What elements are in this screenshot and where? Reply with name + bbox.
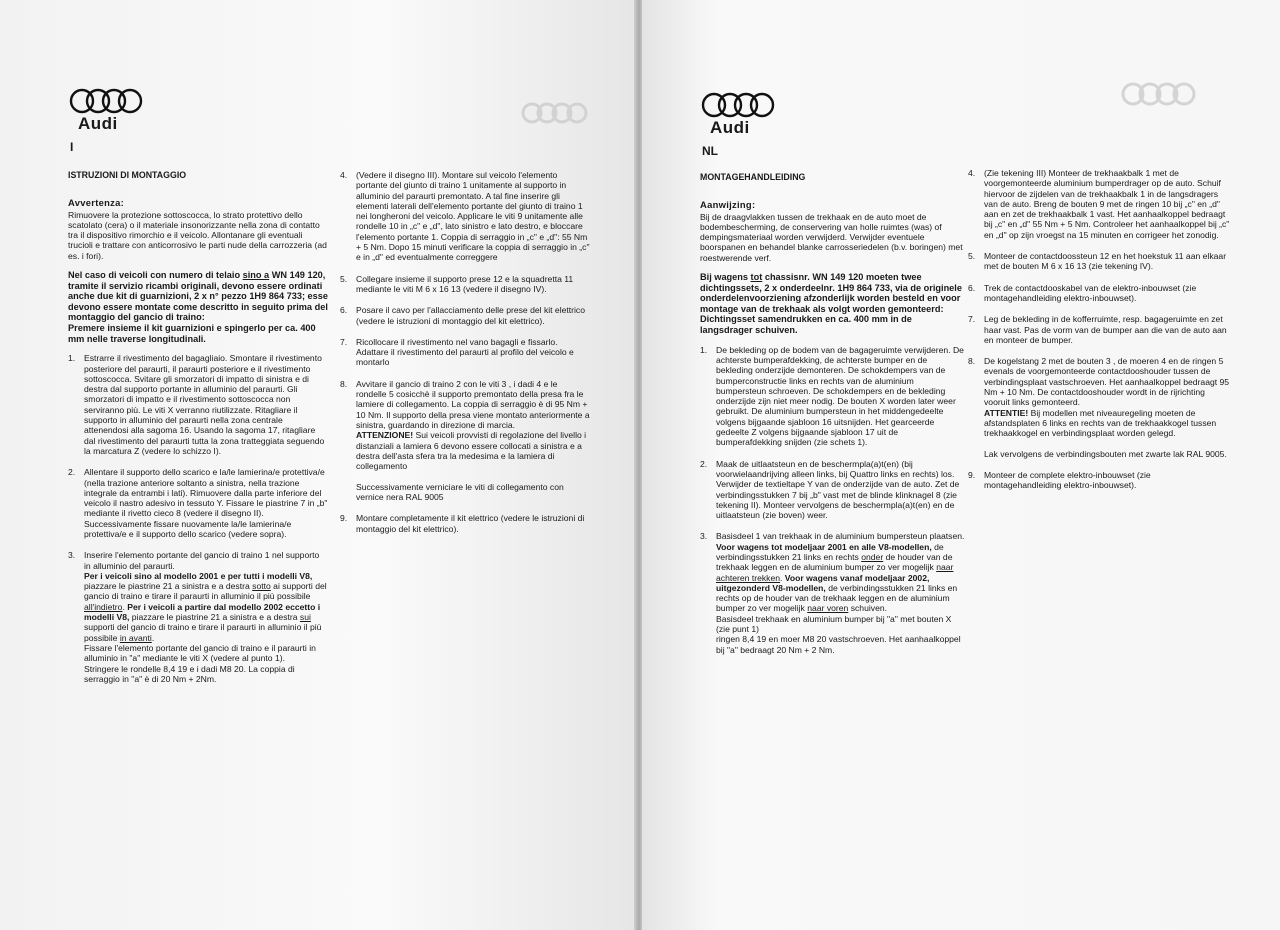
step-5: 5. Collegare insieme il supporto prese 12 e la squadretta 11 mediante le viti M 6 x 16 13 (vedere il disegno IV). — [340, 273, 574, 294]
step-6: 6. Posare il cavo per l'allacciamento delle prese del kit elettrico (vedere le istruzioni di montaggio del kit elettrico). — [340, 305, 586, 326]
warning-text: Bij de draagvlakken tussen de trekhaak en de auto moet de bodembescherming, de conservering van holle ruimtes (was) of dempingsmateriaal worden verwijderd. Verwijder eventuele boorspanen en behandel blanke carrosseriedelen (b.v. boringen) met roestwerende verf. — [700, 211, 963, 263]
step-4: 4. (Vedere il disegno III). Montare sul veicolo l'elemento portante del giunto di traino 1 unitamente al supporto in alluminio del paraurti premontato. A tal fine inserire gli elementi laterali dell'elemento portante del giunto di traino 1 nei longheroni del veicolo. Applicare le viti 9 unitamente alle rondelle 10 in „c" e „d", lato sinistro e lato destro, e bloccare l'elemento portante 1. Coppia di serraggio in „c" e „d": 55 Nm + 5 Nm. Dopo 15 minuti verificare la coppia di serraggio in „c" e in „d" ed eventualmente correggere — [340, 170, 590, 263]
warning-text: Rimuovere la protezione sottoscocca, lo strato protettivo dello scatolato (cera) o il materiale insonorizzante nella zona di contatto tra il dispositivo rimorchio e il veicolo. Allontanare gli eventuali trucioli e trattare con anticorrosivo le parti nude della carrozzeria (ad es. i fori). — [68, 209, 327, 261]
document-title: ISTRUZIONI DI MONTAGGIO — [68, 170, 187, 180]
warning-heading: Aanwijzing: — [700, 199, 756, 211]
show-through-logo — [520, 100, 590, 131]
step-5: 5. Monteer de contactdoossteun 12 en het hoekstuk 11 aan elkaar met de bouten M 6 x 16 13 (zie tekening IV). — [968, 251, 1227, 272]
show-through-logo — [1120, 80, 1200, 113]
chassis-note: Bij wagens tot chassisnr. WN 149 120 moeten twee dichtingssets, 2 x onderdeelnr. 1H9 864 733, via de originele onderdelenvoorziening afzonderlijk worden besteld en voor montage van de trekhaak als volgt worden gemonteerd: Dichtingsset samendrukken en ca. 400 mm in de langsdrager schuiven. — [700, 272, 962, 336]
step-6: 6. Trek de contactdooskabel van de elektro-inbouwset (zie montagehandleiding elektro-inbouwset). — [968, 282, 1197, 303]
chassis-note: Nel caso di veicoli con numero di telaio sino a WN 149 120, tramite il servizio ricambi originali, devono essere ordinati anche due kit di guarnizioni, 2 x n° pezzo 1H9 864 733; esse devono essere montate come descritto in seguito prima del montaggio del gancio di traino: Premere insieme il kit guarnizioni e spingerlo per ca. 400 mm nelle traverse longitudinali. — [68, 270, 328, 344]
left-column-1 — [68, 170, 328, 695]
step-2: 2. Allentare il supporto dello scarico e la/le lamierina/e protettiva/e (nella trazione anteriore soltanto a sinistra, nella trazione integrale da entrambi i lati). Rimuovere dalla parte inferiore del veicolo il nastro adesivo in tessuto Y. Fissare le piastrine 7 in „b" mediante il rivetto cieco 8 (vedere il disegno II). Successivamente fissare nuovamente la/le lamierina/e protettiva/e e il supporto dello scarico (vedere sopra). — [68, 467, 328, 539]
step-1: 1. De bekleding op de bodem van de bagageruimte verwijderen. De achterste bumperafdekking, de achterste bumper en de bekleding onderzijde demonteren. De schokdempers van de bumperconstructie links en rechts van de aluminium bumpersteun schroeven. De schokdempers en de bekleding onderzijde zijn niet meer nodig. De bouten X worden later weer gebruikt. De aluminium bumpersteun in het middengedeelte volgens bijgaande sjabloon 16 uitsnijden. Het gearceerde gedeelte Z volgens bijgaande sjabloon 17 uit de bumperafdekking snijden (zie schets 1). — [700, 344, 964, 448]
left-column-2 — [340, 170, 590, 545]
audi-wordmark: Audi — [78, 114, 118, 133]
step-8: 8. De kogelstang 2 met de bouten 3 , de moeren 4 en de ringen 5 evenals de voorgemonteerde contactdooshouder tussen de verbindingsplaat vastschroeven. Het aanhaalkoppel bedraagt 95 Nm + 10 Nm. De contactdooshouder wordt in de rijrichting vooruit links gemonteerd. ATTENTIE! Bij modellen met niveauregeling moeten de afstandsplaten 6 links en rechts van de trekhaakkogel tussen trekhaakkogel en verbindingsplaat worden gelegd. Lak vervolgens de verbindingsbouten met zwarte lak RAL 9005. — [968, 356, 1230, 459]
step-3: 3. Inserire l'elemento portante del gancio di traino 1 nel supporto in alluminio del paraurti. Per i veicoli sino al modello 2001 e per tutti i modelli V8, piazzare le piastrine 21 a sinistra e a destra sotto ai supporti del gancio di traino e tirare il paraurti in alluminio il più possibile all'indietro. Per i veicoli a partire dal modello 2002 eccetto i modelli V8, piazzare le piastrine 21 a sinistra e a destra sui supporti del gancio di traino e tirare il paraurti in alluminio il più possibile in avanti. Fissare l'elemento portante del gancio di traino e il paraurti in alluminio in "a" mediante le viti X (vedere al punto 1). Stringere le rondelle 8,4 19 e i dadi M8 20. La coppia di serraggio in "a" è di 20 Nm + 2Nm. — [68, 550, 327, 684]
step-7: 7. Leg de bekleding in de kofferruimte, resp. bagageruimte en zet haar vast. Pas de vorm van de bumper aan die van de auto aan en monteer de bumper. — [968, 314, 1227, 345]
step-1: 1. Estrarre il rivestimento del bagagliaio. Smontare il rivestimento posteriore del paraurti, il paraurti posteriore e il rivestimento sottoscocca. Svitare gli smorzatori di impatto di sinistra e di destra dal supporto portante in alluminio del paraurti. Gli smorzatori di impatto e il rivestimento sottoscocca non serviranno più. Le viti X verranno riutilizzate. Ritagliare il supporto in alluminio del paraurti nella zona centrale attenendosi alla sagoma 16. Usando la sagoma 17, ritagliare dal rivestimento del paraurti tutta la zona tratteggiata seguendo la marcatura Z (vedere lo schizzo I). — [68, 353, 325, 456]
step-3: 3. Basisdeel 1 van trekhaak in de aluminium bumpersteun plaatsen. Voor wagens tot modeljaar 2001 en alle V8-modellen, de verbindingsstukken 21 links en rechts onder de houder van de trekhaak leggen en de aluminium bumper zo ver mogelijk naar achteren trekken. Voor wagens vanaf modeljaar 2002, uitgezonderd V8-modellen, de verbindingsstukken 21 links en rechts op de houder van de trekhaak leggen en de aluminium bumper zo ver mogelijk naar voren schuiven. Basisdeel trekhaak en aluminium bumper bij "a" met bouten X (zie punt 1) ringen 8,4 19 en moer M8 20 vastschroeven. Het aanhaalkoppel bij "a" bedraagt 20 Nm + 2 Nm. — [700, 531, 965, 655]
language-code: NL — [702, 144, 718, 158]
right-column-2 — [968, 168, 1230, 502]
step-4: 4. (Zie tekening III) Monteer de trekhaakbalk 1 met de voorgemonteerde aluminium bumperdrager op de auto. Schuif hiervoor de zijdelen van de trekhaakbalk 1 in de langsdragers van de auto. Breng de bouten 9 met de ringen 10 bij „c" en „d" aan en zet de trekhaakbalk 1 vast. Het aanhaalkoppel bedraagt bij „c" en „d" 55 Nm + 5 Nm. Controleer het aanhaalkoppel bij „c" en „d" op zijn vroegst na 15 minuten en corrigeer het zonodig. — [968, 168, 1230, 240]
audi-wordmark: Audi — [710, 118, 750, 137]
page-left-italian — [0, 0, 636, 930]
audi-logo — [700, 90, 778, 138]
page-right-dutch — [642, 0, 1280, 930]
audi-logo — [68, 86, 146, 134]
document-title: MONTAGEHANDLEIDING — [700, 172, 806, 182]
step-7: 7. Ricollocare il rivestimento nel vano bagagli e fissarlo. Adattare il rivestimento del paraurti al profilo del veicolo e montarlo — [340, 336, 574, 368]
right-column-1 — [700, 172, 966, 666]
step-8: 8. Avvitare il gancio di traino 2 con le viti 3 , i dadi 4 e le rondelle 5 cosicchè il supporto premontato della presa fra le lamiere di collegamento. La coppia di serraggio è di 95 Nm + 10 Nm. Il supporto della presa viene montato anteriormente a sinistra, guardando in direzione di marcia. ATTENZIONE! Sui veicoli provvisti di regolazione del livello i distanziali a lamiera 6 devono essere collocati a sinistra e a destra dell'asta sfera tra la medesima e la lamiera di collegamento Successivamente verniciare le viti di collegamento con vernice nera RAL 9005 — [340, 378, 590, 503]
step-9: 9. Montare completamente il kit elettrico (vedere le istruzioni di montaggio del kit elettrico). — [340, 513, 585, 534]
step-2: 2. Maak de uitlaatsteun en de beschermpla(a)t(en) (bij voorwielaandrijving alleen links, bij Quattro links en rechts) los. Verwijder de textieltape Y van de onderzijde van de auto. Zet de verbindingsstukken 7 bij „b" vast met de blinde klinknagel 8 (zie tekening II). Monteer vervolgens de beschermpla(a)t(en) en de uitlaatsteun (zie boven) weer. — [700, 458, 960, 521]
step-9: 9. Monteer de complete elektro-inbouwset (zie montagehandleiding elektro-inbouwset). — [968, 470, 1151, 491]
warning-heading: Avvertenza: — [68, 197, 125, 209]
audi-rings-icon — [700, 90, 778, 120]
language-code: I — [70, 140, 74, 154]
audi-rings-icon — [68, 86, 146, 116]
